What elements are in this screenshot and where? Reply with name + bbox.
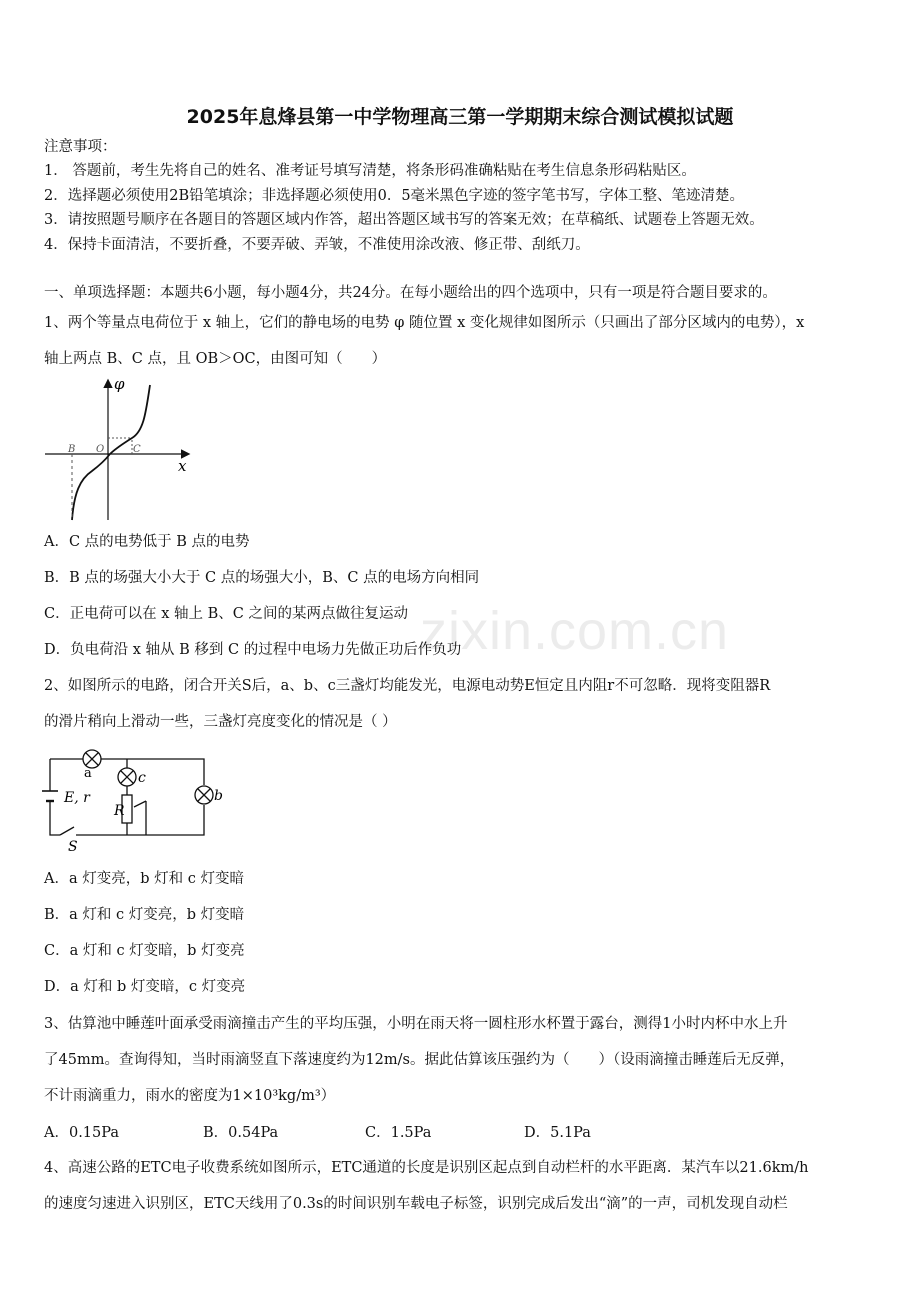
- q3-stem: 不计雨滴重力，雨水的密度为1×10³kg/m³）: [44, 1088, 336, 1104]
- q1-option: A．C 点的电势低于 B 点的电势: [44, 534, 250, 550]
- q1-option: D．负电荷沿 x 轴从 B 移到 C 的过程中电场力先做正功后作负功: [44, 642, 462, 658]
- q2-option: A．a 灯变亮，b 灯和 c 灯变暗: [44, 871, 244, 887]
- b-label: b: [214, 788, 223, 804]
- q1-stem: 1、两个等量点电荷位于 x 轴上，它们的静电场的电势 φ 随位置 x 变化规律如图所示（只画出了部分区域内的电势），x: [44, 315, 805, 331]
- q2-option: B．a 灯和 c 灯变亮，b 灯变暗: [44, 907, 245, 923]
- q4-stem: 4、高速公路的ETC电子收费系统如图所示，ETC通道的长度是识别区起点到自动栏杆的水平距离．某汽车以21.6km/h: [44, 1160, 809, 1176]
- q2-stem: 的滑片稍向上滑动一些，三盏灯亮度变化的情况是（ ）: [44, 714, 397, 730]
- q3-option: D．5.1Pa: [524, 1125, 591, 1141]
- q1-option: C．正电荷可以在 x 轴上 B、C 之间的某两点做往复运动: [44, 606, 408, 622]
- q3-stem: 3、估算池中睡莲叶面承受雨滴撞击产生的平均压强，小明在雨天将一圆柱形水杯置于露台，测得1小时内杯中水上升: [44, 1016, 788, 1032]
- notice-heading: 注意事项：: [44, 139, 117, 155]
- c-label: C: [133, 444, 141, 455]
- r-label: R: [114, 803, 125, 819]
- b-label: B: [68, 444, 76, 455]
- o-label: O: [96, 444, 105, 455]
- q3-option: A．0.15Pa: [44, 1125, 120, 1141]
- notice-item: 4．保持卡面清洁，不要折叠，不要弄破、弄皱，不准使用涂改液、修正带、刮纸刀。: [44, 237, 590, 253]
- q2-stem: 2、如图所示的电路，闭合开关S后，a、b、c三盏灯均能发光，电源电动势E恒定且内阻r不可忽略．现将变阻器R: [44, 678, 771, 694]
- notice-item: 2．选择题必须使用2B铅笔填涂；非选择题必须使用0．5毫米黑色字迹的签字笔书写，字体工整、笔迹清楚。: [44, 188, 745, 204]
- q2-circuit-diagram: [40, 745, 223, 855]
- q2-option: C．a 灯和 c 灯变暗，b 灯变亮: [44, 943, 245, 959]
- q3-option: B．0.54Pa: [203, 1125, 279, 1141]
- s-label: S: [68, 839, 78, 855]
- c-label: c: [138, 770, 146, 786]
- q3-stem: 了45mm。查询得知，当时雨滴竖直下落速度约为12m/s。据此估算该压强约为（ ）（设雨滴撞击睡莲后无反弹，: [44, 1052, 795, 1068]
- a-label: a: [84, 766, 92, 781]
- q3-option: C．1.5Pa: [365, 1125, 432, 1141]
- notice-item: 3．请按照题号顺序在各题目的答题区域内作答，超出答题区域书写的答案无效；在草稿纸、试题卷上答题无效。: [44, 212, 764, 228]
- phi-label: φ: [114, 375, 125, 393]
- q2-option: D．a 灯和 b 灯变暗，c 灯变亮: [44, 979, 246, 995]
- watermark: zixin.com.cn: [420, 601, 730, 661]
- q1-option: B．B 点的场强大小大于 C 点的场强大小，B、C 点的电场方向相同: [44, 570, 480, 586]
- q1-potential-graph: [40, 375, 200, 525]
- q4-stem: 的速度匀速进入识别区，ETC天线用了0.3s的时间识别车载电子标签，识别完成后发出“滴”的一声，司机发现自动栏: [44, 1196, 788, 1212]
- q1-stem: 轴上两点 B、C 点，且 OB＞OC，由图可知（ ）: [44, 351, 387, 367]
- page-title: 2025年息烽县第一中学物理高三第一学期期末综合测试模拟试题: [186, 106, 734, 128]
- section-heading: 一、单项选择题：本题共6小题，每小题4分，共24分。在每小题给出的四个选项中，只有一项是符合题目要求的。: [44, 285, 777, 301]
- er-label: E, r: [64, 790, 90, 806]
- notice-item: 1． 答题前，考生先将自己的姓名、准考证号填写清楚，将条形码准确粘贴在考生信息条形码粘贴区。: [44, 163, 696, 179]
- x-label: x: [178, 457, 187, 475]
